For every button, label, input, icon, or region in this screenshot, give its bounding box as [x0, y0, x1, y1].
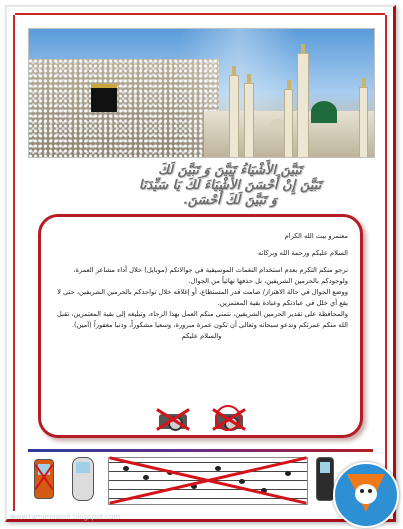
calligraphy-heading — [116, 163, 344, 213]
message-greeting: معتمرو بيت الله الكرام — [284, 232, 348, 240]
minaret-icon — [229, 75, 239, 158]
no-video-camera-icon — [212, 407, 246, 431]
watermark: www.tamimaalafi.blogspot.com — [10, 513, 121, 521]
no-camera-icon — [156, 407, 190, 431]
message-paragraph: والمحافظة على تقدير الحرمين الشريفين، نتمنى منكم العمل بهذا الرجاء، وتبليغه إلى بقية المعتمرين، تقبل الله منكم عمرتكم وندعو سبحانه وتعالى أن تكون عمرة مبرورة، وسعيا مشكوراً، وذنبا مغفوراً (آمين). — [56, 310, 348, 329]
frame-border-left — [13, 15, 18, 511]
message-paragraph: ووضع الجوال في حالة الاهتزاز/ صامت قدر المستطاع، أو إغلاقه خلال تواجدكم بالحرمين الشريفين، حتى لا يقع أي خلل في عبادتكم وعبادة بقية المعتمرين. — [57, 288, 348, 307]
kaaba-icon — [91, 84, 117, 112]
message-salam: السلام عليكم ورحمة الله وبركاته — [257, 249, 348, 257]
bottom-illustration-strip — [28, 455, 373, 507]
green-dome-icon — [311, 101, 337, 123]
minaret-icon — [359, 87, 368, 158]
haram-banner-image — [28, 28, 375, 158]
mobile-phone-icon — [72, 457, 94, 501]
minaret-icon — [297, 53, 309, 158]
message-closing: والسلام عليكم — [181, 332, 222, 340]
fox-logo-icon — [333, 462, 399, 528]
minaret-icon — [284, 89, 293, 158]
divider — [28, 449, 373, 452]
message-paragraph: نرجو منكم التكرم بعدم استخدام النغمات الموسيقية في جوالاتكم (موبايل) خلال أداء مشاعر العمرة، ولوجودكم بالحرمين الشريفين، بل حذفها نهائياً من الجوال. — [73, 266, 348, 285]
no-mobile-phone-icon — [34, 459, 54, 499]
message-box — [38, 214, 363, 438]
calligraphy-line: تَبَيَّنَ إِنْ أَحْسَنَ الأَشْيَاءَ لَكَ يَا سَيِّدَنَا — [138, 178, 322, 193]
no-music-icon — [108, 457, 308, 505]
frame-border-top — [15, 13, 385, 19]
calligraphy-line: وَ تَبَيَّنَ لَكَ أَحْسَنَ. — [183, 193, 277, 208]
forbidden-icons — [41, 407, 360, 433]
minaret-icon — [244, 83, 254, 158]
calligraphy-line: تَبَيَّنَ الأَشْيَاءُ تَبَيَّنَ وَ تَبَيَّنَ لَكَ — [158, 163, 302, 178]
mobile-phone-icon — [316, 457, 334, 501]
frame-border-right — [382, 15, 387, 511]
message-body — [55, 231, 348, 342]
